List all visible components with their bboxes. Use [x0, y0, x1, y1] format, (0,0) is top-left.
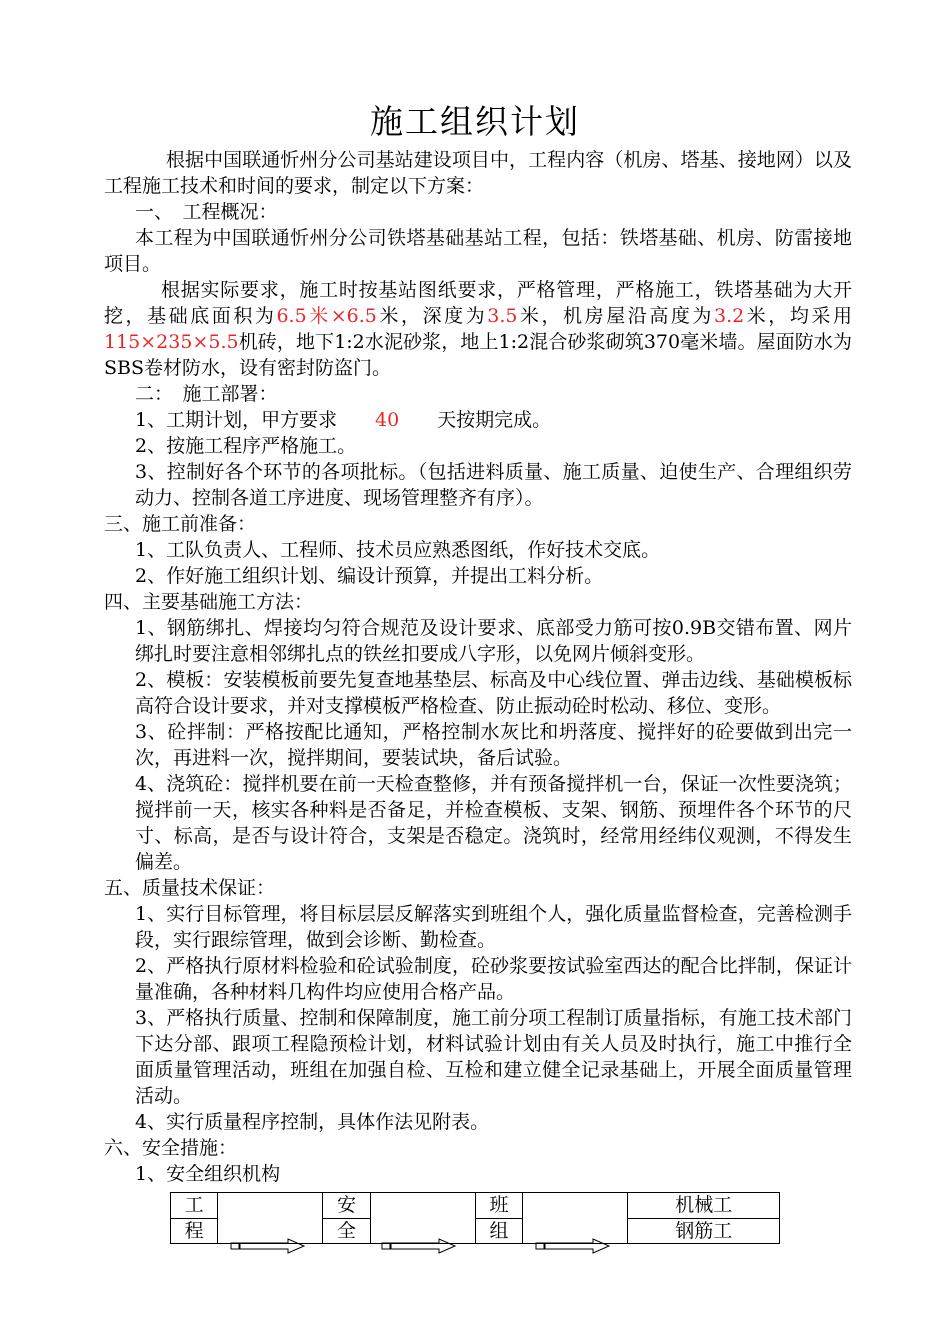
- text-run: 米，深度为: [376, 305, 488, 327]
- org-box-team-2: 组: [475, 1218, 522, 1244]
- text-run: 米，均采用: [744, 305, 852, 327]
- list-item: 1、实行目标管理，将目标层层反解落实到班组个人，强化质量监督检查，完善检测手段，实行跟综管理，做到会诊断、勤检查。: [135, 903, 852, 951]
- text-run: 1、工期计划，甲方要求: [135, 409, 338, 431]
- list-item: 2、作好施工组织计划、编设计预算，并提出工料分析。: [135, 565, 604, 587]
- right-arrow-icon: [230, 1238, 306, 1254]
- section-heading: 五、质量技术保证：: [104, 877, 276, 899]
- right-arrow-icon: [381, 1238, 457, 1254]
- section-heading: 六、安全措施：: [104, 1137, 238, 1159]
- org-box-rebar: 钢筋工: [628, 1218, 780, 1244]
- page-title: 施工组织计划: [370, 102, 580, 141]
- org-box-mechanic: 机械工: [628, 1193, 780, 1219]
- intro-paragraph: 根据中国联通忻州分公司基站建设项目中，工程内容（机房、塔基、接地网）以及工程施工技术和时间的要求，制定以下方案：: [104, 149, 852, 197]
- highlight-value: 115×235×5.5: [104, 331, 239, 353]
- org-connector-cell: [370, 1193, 475, 1244]
- text-run: 机砖，地下1:2水泥砂浆，地上1:2混合砂浆砌筑370毫米墙。屋面防水为SBS卷材防水，设有密封防盗门。: [104, 331, 852, 379]
- text-run: 米，机房屋沿高度为: [517, 305, 714, 327]
- section-heading: 四、主要基础施工方法：: [104, 591, 314, 613]
- list-item: 3、控制好各个环节的各项批标。（包括进料质量、施工质量、迫使生产、合理组织劳动力、控制各道工序进度、现场管理整齐有序）。: [135, 461, 852, 509]
- org-box-safety-2: 全: [323, 1218, 370, 1244]
- list-item: 2、按施工程序严格施工。: [135, 435, 357, 457]
- section-heading: 一、 工程概况：: [135, 201, 278, 223]
- org-connector-cell: [218, 1193, 323, 1244]
- org-chart-table: [170, 1192, 780, 1244]
- org-box-engineering: 工: [171, 1193, 218, 1219]
- text-run: 根据实际要求，施工时按基站图纸要求，严格管理，严格施工，铁塔基础为大开挖，基础底面积为: [104, 279, 852, 327]
- paragraph: [104, 277, 852, 381]
- highlight-value: 3.2: [713, 305, 745, 327]
- highlight-value: 6.5米×6.5: [276, 305, 377, 327]
- list-item: 1、钢筋绑扎、焊接均匀符合规范及设计要求、底部受力筋可按0.9B交错布置、网片绑扎时要注意相邻绑扎点的铁丝扣要成八字形，以免网片倾斜变形。: [135, 617, 852, 665]
- list-item: 1、安全组织机构: [135, 1163, 281, 1185]
- document-body: [104, 147, 852, 1187]
- section-heading: 三、施工前准备：: [104, 513, 257, 535]
- org-box-engineering-2: 程: [171, 1218, 218, 1244]
- org-box-safety: 安: [323, 1193, 370, 1219]
- org-box-team: 班: [475, 1193, 522, 1219]
- list-item: 2、模板：安装模板前要先复查地基垫层、标高及中心线位置、弹击边线、基础模板标高符合设计要求，并对支撑模板严格检查、防止振动砼时松动、移位、变形。: [135, 669, 852, 717]
- right-arrow-icon: [535, 1238, 611, 1254]
- text-run: 天按期完成。: [437, 409, 552, 431]
- list-item: 4、浇筑砼：搅拌机要在前一天检查整修，并有预备搅拌机一台，保证一次性要浇筑；搅拌前一天，核实各种料是否备足，并检查模板、支架、钢筋、预埋件各个环节的尺寸、标高，是否与设计符合，支架是否稳定。浇筑时，经常用经纬仪观测，不得发生偏差。: [135, 773, 852, 873]
- list-item: [104, 407, 852, 433]
- section-heading: 二： 施工部署：: [135, 383, 278, 405]
- list-item: 2、严格执行原材料检验和砼试验制度，砼砂浆要按试验室西达的配合比拌制，保证计量准确，各种材料几构件均应使用合格产品。: [135, 955, 852, 1003]
- list-item: 4、实行质量程序控制，具体作法见附表。: [135, 1111, 490, 1133]
- list-item: 1、工队负责人、工程师、技术员应熟悉图纸，作好技术交底。: [135, 539, 661, 561]
- days-value: 40: [375, 409, 400, 431]
- list-item: 3、严格执行质量、控制和保障制度，施工前分项工程制订质量指标，有施工技术部门下达分部、跟项工程隐预检计划，材料试验计划由有关人员及时执行，施工中推行全面质量管理活动，班组在加强自检、互检和建立健全记录基础上，开展全面质量管理活动。: [135, 1007, 852, 1107]
- list-item: 3、砼拌制：严格按配比通知，严格控制水灰比和坍落度、搅拌好的砼要做到出完一次，再进料一次，搅拌期间，要装试块，备后试验。: [135, 721, 852, 769]
- paragraph: 本工程为中国联通忻州分公司铁塔基础基站工程，包括：铁塔基础、机房、防雷接地项目。: [104, 227, 852, 275]
- org-connector-cell: [523, 1193, 628, 1244]
- highlight-value: 3.5: [487, 305, 518, 327]
